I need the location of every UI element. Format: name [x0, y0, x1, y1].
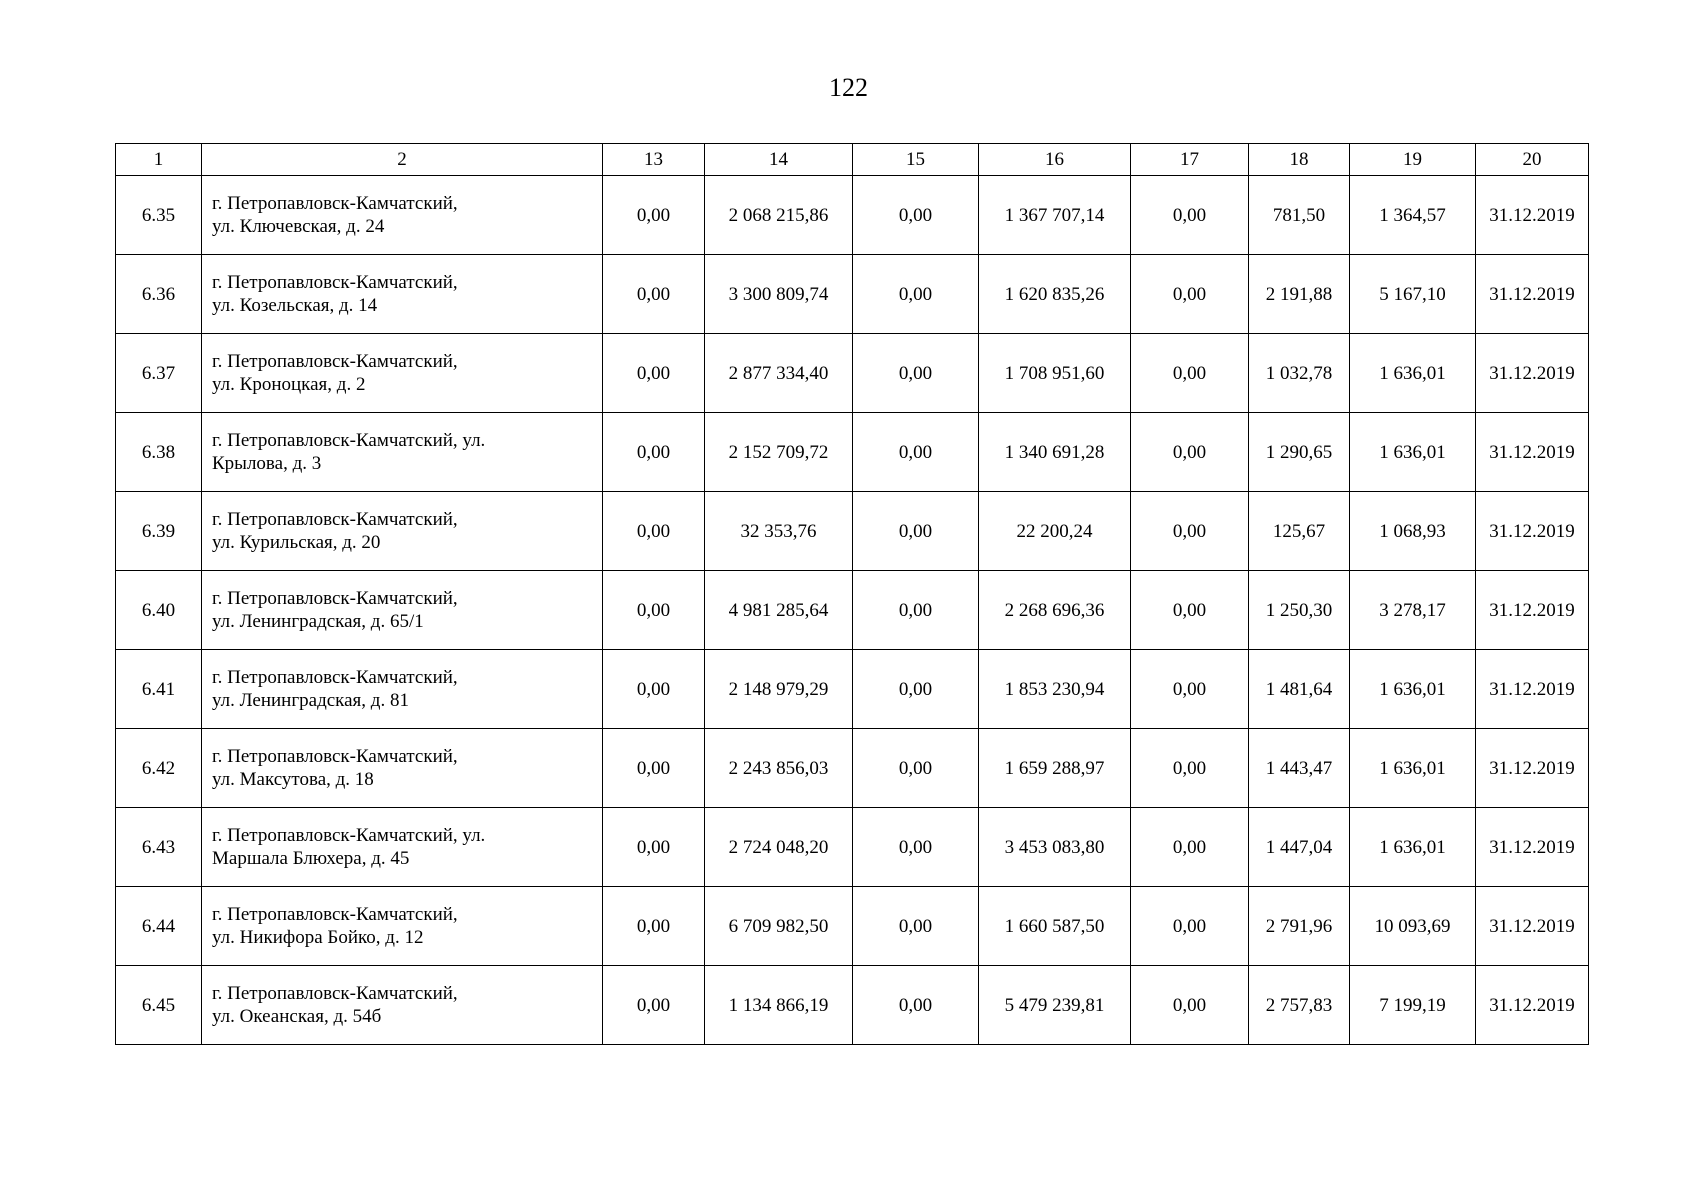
cell-col-15: 0,00	[853, 650, 979, 729]
cell-col-15: 0,00	[853, 492, 979, 571]
cell-col-19: 1 636,01	[1350, 650, 1476, 729]
column-header-1: 1	[116, 144, 202, 176]
row-number: 6.37	[116, 334, 202, 413]
address-line: ул. Никифора Бойко, д. 12	[212, 927, 424, 948]
address-cell	[202, 650, 603, 729]
cell-col-17: 0,00	[1131, 176, 1249, 255]
table-row	[116, 650, 1589, 729]
cell-col-18: 125,67	[1249, 492, 1350, 571]
cell-col-18: 1 290,65	[1249, 413, 1350, 492]
table-row	[116, 492, 1589, 571]
address-line: г. Петропавловск-Камчатский,	[212, 983, 458, 1004]
data-table	[115, 143, 1589, 1045]
cell-col-20: 31.12.2019	[1476, 729, 1589, 808]
column-header-19: 19	[1350, 144, 1476, 176]
address-line: г. Петропавловск-Камчатский,	[212, 272, 458, 293]
table-row	[116, 808, 1589, 887]
table-body	[116, 176, 1589, 1045]
cell-col-14: 6 709 982,50	[705, 887, 853, 966]
cell-col-13: 0,00	[603, 808, 705, 887]
row-number: 6.39	[116, 492, 202, 571]
address-cell	[202, 334, 603, 413]
cell-col-13: 0,00	[603, 255, 705, 334]
address-line: Крылова, д. 3	[212, 453, 322, 474]
cell-col-13: 0,00	[603, 176, 705, 255]
address-line: ул. Максутова, д. 18	[212, 769, 374, 790]
cell-col-16: 22 200,24	[979, 492, 1131, 571]
cell-col-13: 0,00	[603, 334, 705, 413]
cell-col-15: 0,00	[853, 729, 979, 808]
cell-col-19: 1 068,93	[1350, 492, 1476, 571]
header-row	[116, 144, 1589, 176]
cell-col-19: 3 278,17	[1350, 571, 1476, 650]
cell-col-17: 0,00	[1131, 966, 1249, 1045]
address-cell	[202, 413, 603, 492]
cell-col-17: 0,00	[1131, 334, 1249, 413]
cell-col-15: 0,00	[853, 255, 979, 334]
cell-col-20: 31.12.2019	[1476, 176, 1589, 255]
column-header-15: 15	[853, 144, 979, 176]
cell-col-19: 1 636,01	[1350, 729, 1476, 808]
address-cell	[202, 571, 603, 650]
cell-col-14: 4 981 285,64	[705, 571, 853, 650]
column-header-16: 16	[979, 144, 1131, 176]
cell-col-15: 0,00	[853, 176, 979, 255]
row-number: 6.44	[116, 887, 202, 966]
cell-col-18: 1 032,78	[1249, 334, 1350, 413]
cell-col-14: 3 300 809,74	[705, 255, 853, 334]
address-line: ул. Кроноцкая, д. 2	[212, 374, 366, 395]
cell-col-16: 1 708 951,60	[979, 334, 1131, 413]
address-line: г. Петропавловск-Камчатский,	[212, 667, 458, 688]
cell-col-20: 31.12.2019	[1476, 966, 1589, 1045]
row-number: 6.36	[116, 255, 202, 334]
column-header-14: 14	[705, 144, 853, 176]
cell-col-14: 2 724 048,20	[705, 808, 853, 887]
cell-col-18: 2 191,88	[1249, 255, 1350, 334]
cell-col-14: 1 134 866,19	[705, 966, 853, 1045]
cell-col-16: 1 367 707,14	[979, 176, 1131, 255]
cell-col-18: 1 250,30	[1249, 571, 1350, 650]
address-line: г. Петропавловск-Камчатский, ул.	[212, 430, 486, 451]
address-line: г. Петропавловск-Камчатский,	[212, 193, 458, 214]
cell-col-16: 1 853 230,94	[979, 650, 1131, 729]
cell-col-15: 0,00	[853, 334, 979, 413]
cell-col-20: 31.12.2019	[1476, 808, 1589, 887]
cell-col-20: 31.12.2019	[1476, 492, 1589, 571]
address-line: Маршала Блюхера, д. 45	[212, 848, 410, 869]
table-row	[116, 887, 1589, 966]
cell-col-19: 7 199,19	[1350, 966, 1476, 1045]
address-cell	[202, 492, 603, 571]
cell-col-15: 0,00	[853, 966, 979, 1045]
cell-col-17: 0,00	[1131, 255, 1249, 334]
cell-col-16: 5 479 239,81	[979, 966, 1131, 1045]
cell-col-14: 2 243 856,03	[705, 729, 853, 808]
table-row	[116, 729, 1589, 808]
cell-col-13: 0,00	[603, 650, 705, 729]
table-row	[116, 966, 1589, 1045]
cell-col-16: 3 453 083,80	[979, 808, 1131, 887]
cell-col-14: 32 353,76	[705, 492, 853, 571]
column-header-13: 13	[603, 144, 705, 176]
cell-col-16: 2 268 696,36	[979, 571, 1131, 650]
cell-col-18: 1 481,64	[1249, 650, 1350, 729]
address-line: г. Петропавловск-Камчатский,	[212, 351, 458, 372]
cell-col-13: 0,00	[603, 492, 705, 571]
cell-col-19: 1 364,57	[1350, 176, 1476, 255]
cell-col-19: 5 167,10	[1350, 255, 1476, 334]
table-row	[116, 413, 1589, 492]
page-number: 122	[829, 73, 868, 102]
cell-col-20: 31.12.2019	[1476, 571, 1589, 650]
cell-col-15: 0,00	[853, 571, 979, 650]
address-line: ул. Ленинградская, д. 65/1	[212, 611, 424, 632]
address-line: г. Петропавловск-Камчатский,	[212, 588, 458, 609]
cell-col-18: 1 443,47	[1249, 729, 1350, 808]
cell-col-19: 10 093,69	[1350, 887, 1476, 966]
cell-col-16: 1 659 288,97	[979, 729, 1131, 808]
cell-col-20: 31.12.2019	[1476, 334, 1589, 413]
address-line: г. Петропавловск-Камчатский, ул.	[212, 825, 486, 846]
cell-col-17: 0,00	[1131, 492, 1249, 571]
address-line: г. Петропавловск-Камчатский,	[212, 509, 458, 530]
cell-col-20: 31.12.2019	[1476, 255, 1589, 334]
cell-col-20: 31.12.2019	[1476, 413, 1589, 492]
column-header-17: 17	[1131, 144, 1249, 176]
cell-col-18: 1 447,04	[1249, 808, 1350, 887]
cell-col-15: 0,00	[853, 413, 979, 492]
column-header-18: 18	[1249, 144, 1350, 176]
address-line: ул. Океанская, д. 54б	[212, 1006, 382, 1027]
cell-col-18: 781,50	[1249, 176, 1350, 255]
table-row	[116, 571, 1589, 650]
row-number: 6.38	[116, 413, 202, 492]
cell-col-17: 0,00	[1131, 650, 1249, 729]
cell-col-14: 2 068 215,86	[705, 176, 853, 255]
address-line: ул. Ленинградская, д. 81	[212, 690, 409, 711]
address-line: ул. Козельская, д. 14	[212, 295, 378, 316]
row-number: 6.43	[116, 808, 202, 887]
address-cell	[202, 176, 603, 255]
cell-col-18: 2 757,83	[1249, 966, 1350, 1045]
cell-col-16: 1 620 835,26	[979, 255, 1131, 334]
address-line: г. Петропавловск-Камчатский,	[212, 904, 458, 925]
row-number: 6.41	[116, 650, 202, 729]
table-row	[116, 334, 1589, 413]
cell-col-15: 0,00	[853, 887, 979, 966]
row-number: 6.40	[116, 571, 202, 650]
address-line: ул. Курильская, д. 20	[212, 532, 381, 553]
cell-col-13: 0,00	[603, 729, 705, 808]
cell-col-16: 1 660 587,50	[979, 887, 1131, 966]
cell-col-17: 0,00	[1131, 887, 1249, 966]
address-cell	[202, 808, 603, 887]
cell-col-14: 2 148 979,29	[705, 650, 853, 729]
cell-col-17: 0,00	[1131, 808, 1249, 887]
cell-col-13: 0,00	[603, 413, 705, 492]
cell-col-17: 0,00	[1131, 571, 1249, 650]
cell-col-19: 1 636,01	[1350, 413, 1476, 492]
address-line: г. Петропавловск-Камчатский,	[212, 746, 458, 767]
cell-col-13: 0,00	[603, 571, 705, 650]
table-row	[116, 255, 1589, 334]
cell-col-20: 31.12.2019	[1476, 650, 1589, 729]
cell-col-13: 0,00	[603, 887, 705, 966]
cell-col-13: 0,00	[603, 966, 705, 1045]
cell-col-19: 1 636,01	[1350, 334, 1476, 413]
cell-col-16: 1 340 691,28	[979, 413, 1131, 492]
row-number: 6.35	[116, 176, 202, 255]
address-cell	[202, 255, 603, 334]
address-line: ул. Ключевская, д. 24	[212, 216, 385, 237]
cell-col-20: 31.12.2019	[1476, 887, 1589, 966]
cell-col-19: 1 636,01	[1350, 808, 1476, 887]
address-cell	[202, 966, 603, 1045]
row-number: 6.42	[116, 729, 202, 808]
column-header-2: 2	[202, 144, 603, 176]
column-header-20: 20	[1476, 144, 1589, 176]
table-row	[116, 176, 1589, 255]
cell-col-15: 0,00	[853, 808, 979, 887]
address-cell	[202, 729, 603, 808]
cell-col-14: 2 877 334,40	[705, 334, 853, 413]
row-number: 6.45	[116, 966, 202, 1045]
cell-col-14: 2 152 709,72	[705, 413, 853, 492]
cell-col-17: 0,00	[1131, 729, 1249, 808]
address-cell	[202, 887, 603, 966]
cell-col-17: 0,00	[1131, 413, 1249, 492]
cell-col-18: 2 791,96	[1249, 887, 1350, 966]
